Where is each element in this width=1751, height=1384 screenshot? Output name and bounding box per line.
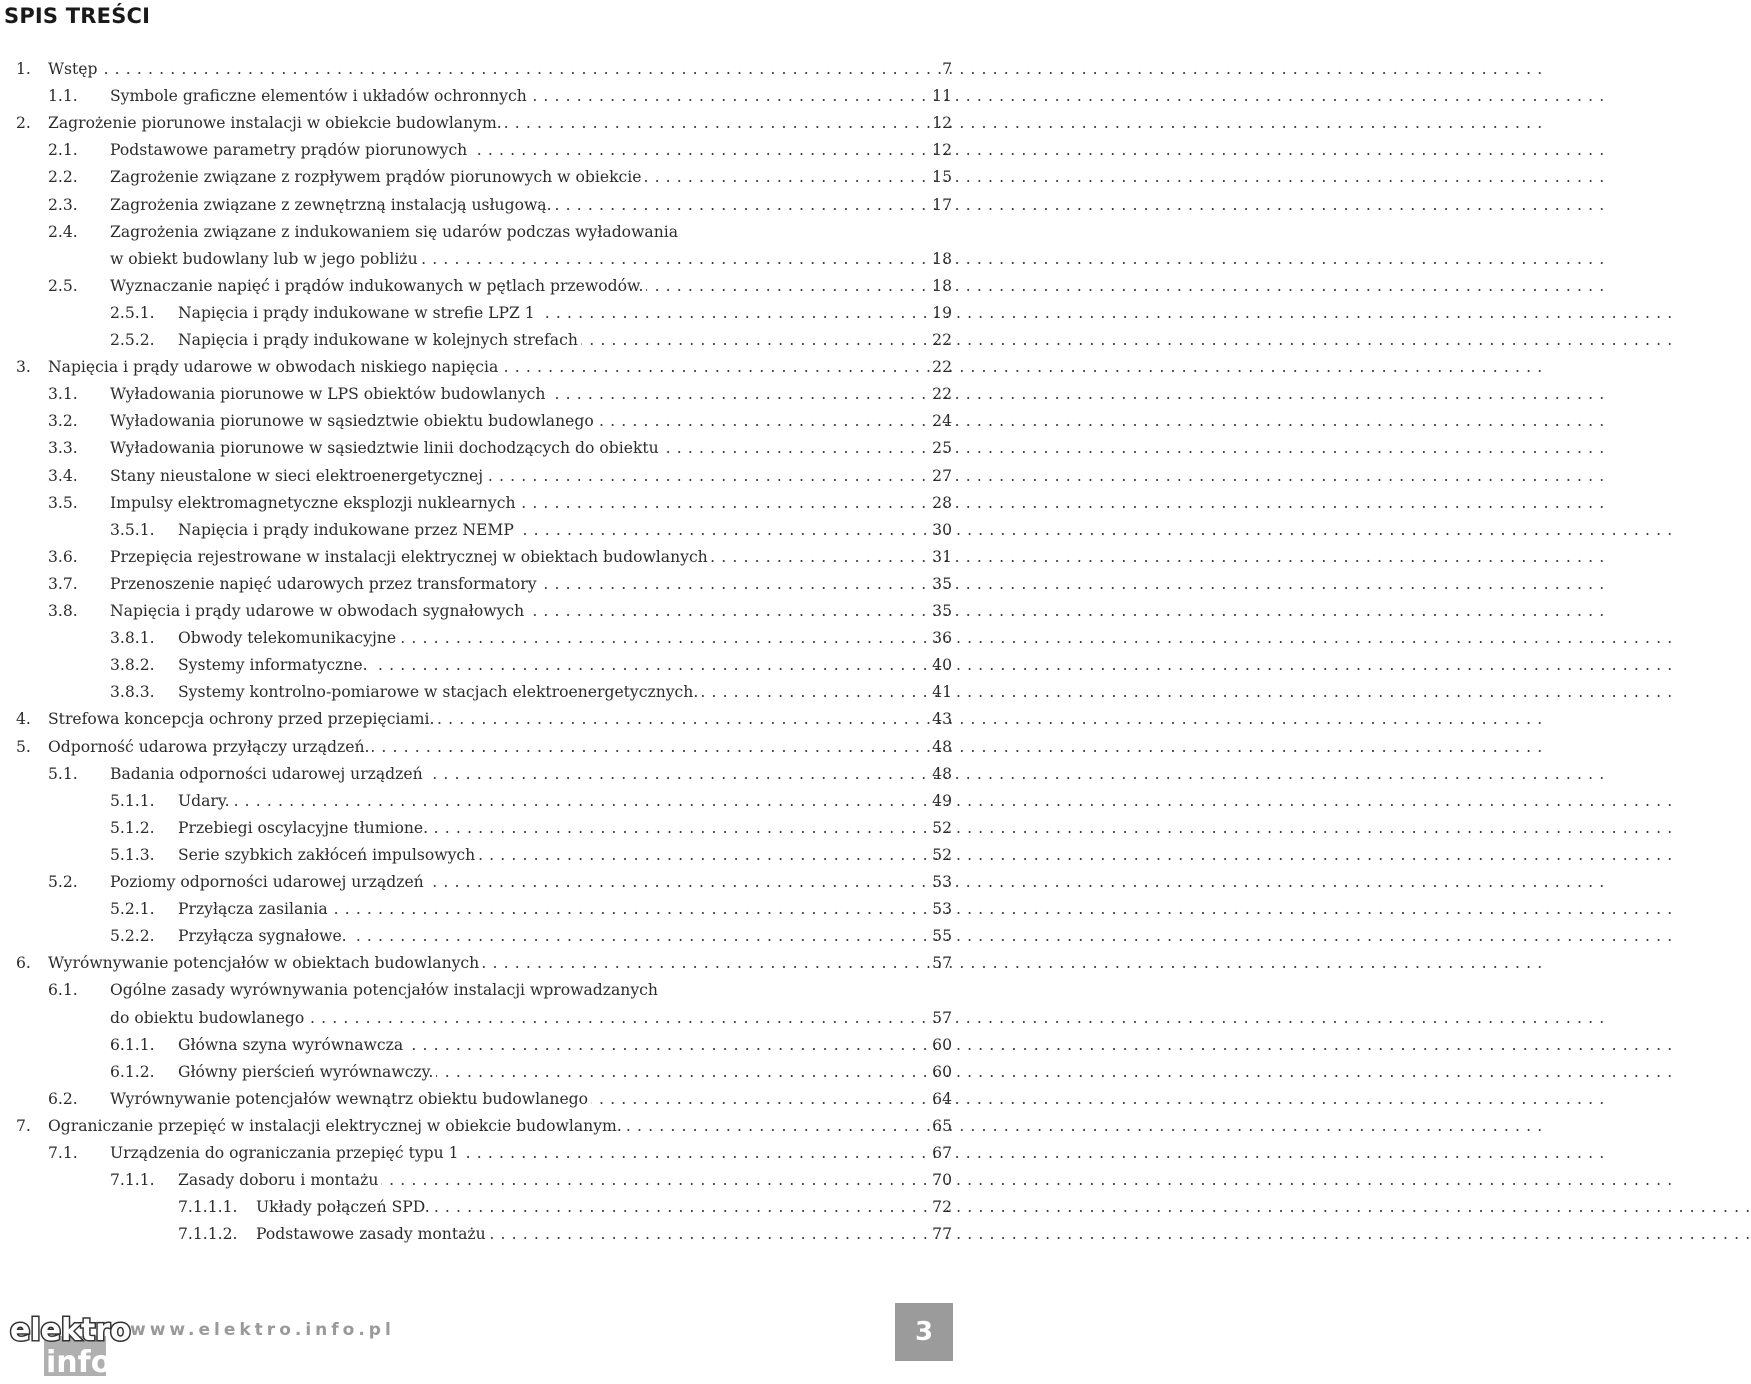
toc-entry-number: 6. xyxy=(16,954,31,973)
toc-entry-page: 53 xyxy=(932,900,952,919)
toc-entry-number: 3.4. xyxy=(48,466,78,485)
toc-entry-page: 65 xyxy=(932,1116,952,1135)
toc-entry-page: 77 xyxy=(932,1225,952,1244)
toc-entry-number: 2.4. xyxy=(48,222,78,241)
toc-entry-number: 2.1. xyxy=(48,141,78,160)
toc-entry[interactable] xyxy=(0,1036,960,1063)
toc-entry-title xyxy=(48,710,924,728)
toc-entry-title-text: Udary. xyxy=(178,792,233,810)
toc-entry-title-text: Napięcia i prądy udarowe w obwodach niskiego napięcia xyxy=(48,358,501,376)
toc-entry-number: 4. xyxy=(16,710,31,729)
toc-entry-title xyxy=(110,385,924,403)
toc-entry[interactable] xyxy=(0,331,960,358)
toc-entry-title-text: Systemy informatyczne. xyxy=(178,656,371,674)
toc-entry[interactable] xyxy=(0,1198,960,1225)
toc-entry[interactable] xyxy=(0,792,960,819)
toc-entry-number: 3.7. xyxy=(48,574,78,593)
toc-entry[interactable] xyxy=(0,765,960,792)
toc-entry-title-text: Przebiegi oscylacyjne tłumione. xyxy=(178,819,431,837)
svg-text:info: info xyxy=(46,1345,112,1380)
toc-entry-number: 3. xyxy=(16,358,31,377)
toc-entry-title-text: Wyładowania piorunowe w sąsiedztwie linii dochodzących do obiektu xyxy=(110,439,662,457)
toc-entry-number: 5. xyxy=(16,737,31,756)
toc-entry[interactable] xyxy=(0,629,960,656)
toc-entry-page: 57 xyxy=(932,1008,952,1027)
toc-entry-page: 40 xyxy=(932,656,952,675)
toc-entry-title-text: Odporność udarowa przyłączy urządzeń. xyxy=(48,738,372,756)
toc-entry-title xyxy=(110,1009,924,1027)
toc-entry-title-text: Przyłącza zasilania xyxy=(178,900,331,918)
toc-entry-title-text: Napięcia i prądy indukowane w strefie LPZ 1 xyxy=(178,304,538,322)
toc-entry-title-text: Napięcia i prądy udarowe w obwodach sygnałowych xyxy=(110,602,527,620)
toc-entry-title xyxy=(110,141,924,159)
toc-entry-title-text: Zagrożenia związane z indukowaniem się udarów podczas wyładowania xyxy=(110,223,681,241)
toc-entry-page: 31 xyxy=(932,547,952,566)
toc-entry-page: 57 xyxy=(932,954,952,973)
toc-entry-title-text: Serie szybkich zakłóceń impulsowych xyxy=(178,846,478,864)
toc-entry-title-text: Układy połączeń SPD. xyxy=(256,1198,433,1216)
toc-entry-page: 60 xyxy=(932,1062,952,1081)
toc-entry-page: 72 xyxy=(932,1198,952,1217)
toc-entry[interactable] xyxy=(0,358,960,385)
toc-entry[interactable] xyxy=(0,1009,960,1036)
toc-entry[interactable] xyxy=(0,277,960,304)
toc-entry-title xyxy=(178,900,924,918)
toc-entry-title xyxy=(110,873,924,891)
toc-entry-page: 25 xyxy=(932,439,952,458)
toc-entry[interactable] xyxy=(0,87,960,114)
toc-entry[interactable] xyxy=(0,738,960,765)
toc-entry-page: 22 xyxy=(932,358,952,377)
toc-entry[interactable] xyxy=(0,548,960,575)
toc-entry-title-text: Systemy kontrolno-pomiarowe w stacjach elektroenergetycznych. xyxy=(178,683,701,701)
toc-entry-title xyxy=(110,87,924,105)
toc-entry-title-text: Badania odporności udarowej urządzeń xyxy=(110,765,426,783)
toc-entry-number: 3.8.3. xyxy=(110,683,155,702)
toc-entry-number: 3.6. xyxy=(48,547,78,566)
toc-entry-page: 70 xyxy=(932,1171,952,1190)
toc-entry-title-text: Strefowa koncepcja ochrony przed przepięciami. xyxy=(48,710,438,728)
toc-entry-page: 60 xyxy=(932,1035,952,1054)
toc-entry[interactable] xyxy=(0,196,960,223)
toc-entry-number: 5.1.3. xyxy=(110,845,155,864)
toc-entry-page: 49 xyxy=(932,791,952,810)
toc-entry[interactable] xyxy=(0,1171,960,1198)
toc-entry-title xyxy=(48,1117,924,1135)
toc-entry[interactable] xyxy=(0,575,960,602)
toc-entry[interactable] xyxy=(0,846,960,873)
toc-entry-title xyxy=(48,954,924,972)
toc-entry-title xyxy=(110,168,924,186)
toc-entry-number: 5.1.1. xyxy=(110,791,155,810)
toc-entry-title-text: Przenoszenie napięć udarowych przez transformatory xyxy=(110,575,540,593)
toc-entry-number: 5.2. xyxy=(48,873,78,891)
toc-entry-title xyxy=(48,358,924,376)
toc-entry-title xyxy=(178,683,924,701)
toc-entry-title xyxy=(256,1225,924,1243)
toc-entry-title xyxy=(178,1063,924,1081)
toc-entry-number: 3.8.2. xyxy=(110,656,155,675)
toc-entry-page: 55 xyxy=(932,927,952,946)
toc-entry-title-text: Podstawowe parametry prądów piorunowych xyxy=(110,141,470,159)
toc-entry-page: 48 xyxy=(932,737,952,756)
toc-entry-page: 41 xyxy=(932,683,952,702)
toc-entry-title-text: do obiektu budowlanego xyxy=(110,1009,307,1027)
toc-entry-number: 2.2. xyxy=(48,168,78,187)
toc-entry-number: 6.1.1. xyxy=(110,1035,155,1054)
toc-entry[interactable] xyxy=(0,304,960,331)
toc-entry-title xyxy=(110,250,924,268)
toc-entry-title-text: Zagrożenie związane z rozpływem prądów piorunowych w obiekcie xyxy=(110,168,644,186)
toc-entry-number: 5.1. xyxy=(48,764,78,783)
toc-entry-title-text: Napięcia i prądy indukowane przez NEMP xyxy=(178,521,517,539)
website-url[interactable]: www.elektro.info.pl xyxy=(130,1320,395,1340)
toc-entry-page: 12 xyxy=(932,114,952,133)
toc-entry-title xyxy=(178,819,924,837)
toc-entry[interactable] xyxy=(0,250,960,277)
toc-entry-title-text: Przepięcia rejestrowane w instalacji elektrycznej w obiektach budowlanych xyxy=(110,548,711,566)
toc-entry-title-text: Impulsy elektromagnetyczne eksplozji nuklearnych xyxy=(110,494,518,512)
toc-entry-title xyxy=(110,602,924,620)
toc-entry-number: 2.5. xyxy=(48,276,78,295)
svg-text:elektro: elektro xyxy=(10,1313,131,1348)
toc-entry[interactable] xyxy=(0,683,960,710)
toc-entry-title-text: Główna szyna wyrównawcza xyxy=(178,1036,406,1054)
toc-entry-title xyxy=(110,981,924,999)
toc-entry-title xyxy=(48,738,924,756)
toc-entry-title xyxy=(178,1171,924,1189)
toc-entry-title xyxy=(178,792,924,810)
toc-entry[interactable] xyxy=(0,710,960,737)
toc-entry-title-text: Napięcia i prądy indukowane w kolejnych strefach xyxy=(178,331,581,349)
toc-entry-title-text: Ogólne zasady wyrównywania potencjałów instalacji wprowadzanych xyxy=(110,981,661,999)
toc-entry-page: 27 xyxy=(932,466,952,485)
toc-entry-page: 12 xyxy=(932,141,952,160)
toc-entry-number: 3.3. xyxy=(48,439,78,458)
toc-entry-title-text: Wyrównywanie potencjałów w obiektach budowlanych xyxy=(48,954,482,972)
toc-entry-page: 52 xyxy=(932,818,952,837)
page-title: SPIS TREŚCI xyxy=(4,4,151,28)
toc-entry[interactable] xyxy=(0,467,960,494)
toc-entry-title-text: Przyłącza sygnałowe. xyxy=(178,927,350,945)
toc-entry[interactable] xyxy=(0,927,960,954)
toc-entry[interactable] xyxy=(0,60,960,87)
toc-entry[interactable] xyxy=(0,873,960,900)
toc-entry-title xyxy=(178,521,924,539)
toc-entry-number: 3.8. xyxy=(48,602,78,620)
toc-entry[interactable] xyxy=(0,223,960,250)
toc-entry-title-text: Ograniczanie przepięć w instalacji elektrycznej w obiekcie budowlanym. xyxy=(48,1117,625,1135)
toc-entry-number: 3.1. xyxy=(48,385,78,404)
toc-entry-page: 67 xyxy=(932,1144,952,1162)
toc-entry-title-text: Obwody telekomunikacyjne xyxy=(178,629,399,647)
toc-entry[interactable] xyxy=(0,412,960,439)
page-number: 3 xyxy=(895,1303,953,1361)
toc-entry-title xyxy=(110,765,924,783)
toc-entry-title xyxy=(110,575,924,593)
toc-entry-title xyxy=(178,629,924,647)
toc-entry-page: 17 xyxy=(932,195,952,214)
toc-entry-page: 24 xyxy=(932,412,952,431)
toc-entry-title xyxy=(110,1144,924,1162)
toc-entry-page: 18 xyxy=(932,276,952,295)
toc-entry-page: 28 xyxy=(932,493,952,512)
toc-entry[interactable] xyxy=(0,1117,960,1144)
toc-entry-title xyxy=(178,1036,924,1054)
toc-entry-title-text: Zagrożenia związane z zewnętrzną instalacją usługową. xyxy=(110,196,555,214)
toc-entry-page: 36 xyxy=(932,629,952,648)
toc-entry[interactable] xyxy=(0,602,960,629)
toc-entry-number: 2.5.1. xyxy=(110,303,155,322)
toc-entry-title xyxy=(110,548,924,566)
toc-entry-page: 11 xyxy=(932,87,952,106)
toc-entry-page: 53 xyxy=(932,873,952,891)
toc-entry-page: 7 xyxy=(942,60,952,78)
toc-entry[interactable] xyxy=(0,141,960,168)
toc-entry-title xyxy=(110,1090,924,1108)
toc-entry-page: 52 xyxy=(932,845,952,864)
toc-entry[interactable] xyxy=(0,1063,960,1090)
toc-entry-number: 2.3. xyxy=(48,195,78,214)
toc-entry-title-text: Zasady doboru i montażu xyxy=(178,1171,381,1189)
toc-entry-number: 7. xyxy=(16,1116,31,1135)
toc-entry-title-text: Urządzenia do ograniczania przepięć typu 1 xyxy=(110,1144,462,1162)
toc-entry-page: 64 xyxy=(932,1089,952,1108)
toc-entry-title xyxy=(110,494,924,512)
toc-entry-title-text: Zagrożenie piorunowe instalacji w obiekcie budowlanym. xyxy=(48,114,505,132)
toc-entry-title-text: w obiekt budowlany lub w jego pobliżu xyxy=(110,250,421,268)
toc-entry[interactable] xyxy=(0,1144,960,1171)
toc-entry-number: 5.1.2. xyxy=(110,818,155,837)
toc-entry-title xyxy=(110,196,924,214)
toc-entry-title xyxy=(48,114,924,132)
toc-entry-title xyxy=(178,927,924,945)
toc-entry-page: 30 xyxy=(932,520,952,539)
toc-entry-number: 6.1. xyxy=(48,981,78,1000)
toc-entry[interactable] xyxy=(0,168,960,195)
toc-entry-page: 43 xyxy=(932,710,952,729)
toc-entry-number: 6.2. xyxy=(48,1089,78,1108)
toc-entry-title xyxy=(110,467,924,485)
toc-entry-title-text: Wyznaczanie napięć i prądów indukowanych w pętlach przewodów. xyxy=(110,277,646,295)
toc-entry[interactable] xyxy=(0,1090,960,1117)
toc-entry-title-text: Poziomy odporności udarowej urządzeń xyxy=(110,873,427,891)
toc-entry[interactable] xyxy=(0,494,960,521)
toc-entry-number: 1.1. xyxy=(48,87,78,106)
toc-entry-title xyxy=(110,412,924,430)
toc-entry-title xyxy=(178,331,924,349)
toc-entry[interactable] xyxy=(0,521,960,548)
toc-entry-title xyxy=(178,846,924,864)
toc-entry-title-text: Wyładowania piorunowe w sąsiedztwie obiektu budowlanego xyxy=(110,412,597,430)
toc-entry-title xyxy=(110,439,924,457)
toc-entry-page: 35 xyxy=(932,602,952,620)
toc-entry[interactable] xyxy=(0,981,960,1008)
toc-entry-number: 3.8.1. xyxy=(110,629,155,648)
toc-entry-title-text: Stany nieustalone w sieci elektroenergetycznej xyxy=(110,467,486,485)
toc-entry-page: 35 xyxy=(932,574,952,593)
toc-entry-number: 7.1.1. xyxy=(110,1171,155,1190)
toc-entry-number: 2. xyxy=(16,114,31,133)
toc-entry-title-text: Wyrównywanie potencjałów wewnątrz obiektu budowlanego xyxy=(110,1090,591,1108)
toc-entry-number: 3.5. xyxy=(48,493,78,512)
toc-entry-number: 1. xyxy=(16,60,31,78)
toc-entry-title xyxy=(178,656,924,674)
toc-entry-number: 3.2. xyxy=(48,412,78,431)
toc-entry-title-text: Podstawowe zasady montażu xyxy=(256,1225,489,1243)
toc-entry[interactable] xyxy=(0,1225,960,1252)
toc-entry-page: 48 xyxy=(932,764,952,783)
toc-entry-title xyxy=(110,277,924,295)
toc-entry-title-text: Główny pierścień wyrównawczy. xyxy=(178,1063,436,1081)
toc-entry[interactable] xyxy=(0,114,960,141)
toc-entry-number: 6.1.2. xyxy=(110,1062,155,1081)
toc-entry-title-text: Wstęp xyxy=(48,60,101,78)
toc-entry[interactable] xyxy=(0,656,960,683)
toc-entry-title-text: Wyładowania piorunowe w LPS obiektów budowlanych xyxy=(110,385,548,403)
toc-entry[interactable] xyxy=(0,385,960,412)
toc-entry-number: 5.2.1. xyxy=(110,900,155,919)
toc-entry[interactable] xyxy=(0,439,960,466)
toc-entry-number: 7.1.1.1. xyxy=(178,1198,238,1217)
toc-entry-title xyxy=(178,304,924,322)
toc-entry-title xyxy=(48,60,924,78)
toc-entry-number: 2.5.2. xyxy=(110,331,155,349)
toc-entry-page: 15 xyxy=(932,168,952,187)
toc-entry[interactable] xyxy=(0,954,960,981)
toc-entry[interactable] xyxy=(0,819,960,846)
toc-entry-number: 3.5.1. xyxy=(110,520,155,539)
toc-entry-title xyxy=(110,223,924,241)
toc-entry-page: 22 xyxy=(932,331,952,349)
toc-entry-number: 5.2.2. xyxy=(110,927,155,946)
toc-entry-page: 19 xyxy=(932,303,952,322)
toc-entry-title xyxy=(256,1198,924,1216)
toc-entry-title-text: Symbole graficzne elementów i układów ochronnych xyxy=(110,87,530,105)
toc-entry[interactable] xyxy=(0,900,960,927)
toc-entry-page: 18 xyxy=(932,249,952,268)
toc-entry-number: 7.1.1.2. xyxy=(178,1225,238,1244)
toc-entry-number: 7.1. xyxy=(48,1144,78,1162)
elektro-info-logo xyxy=(6,1306,131,1380)
toc-entry-page: 22 xyxy=(932,385,952,404)
